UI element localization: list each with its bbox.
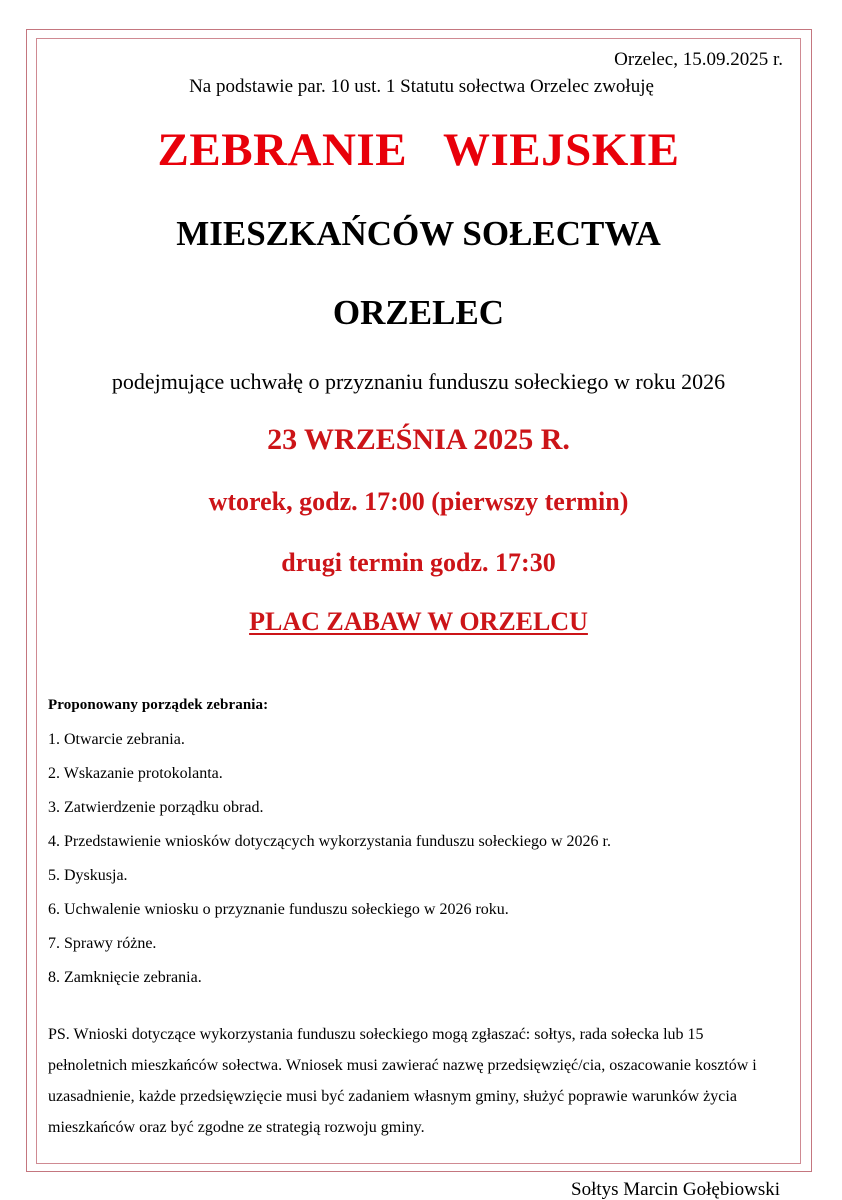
list-item: 6. Uchwalenie wniosku o przyznanie funduszu sołeckiego w 2026 roku. bbox=[48, 900, 509, 918]
list-item: 3. Zatwierdzenie porządku obrad. bbox=[48, 798, 264, 816]
postscript-note: PS. Wnioski dotyczące wykorzystania funduszu sołeckiego mogą zgłaszać: sołtys, rada sołecka lub 15 pełnoletnich mieszkańców sołectwa. Wniosek musi zawierać nazwę przedsięwzięć/cia, oszacowanie kosztów i uzasadnienie, każde przedsięwzięcie musi być zadaniem własnym gminy, służyć poprawie warunków życia mieszkańców oraz być zgodne ze strategią rozwoju gminy. bbox=[48, 1025, 757, 1136]
list-item: 2. Wskazanie protokolanta. bbox=[48, 764, 223, 782]
list-item: 7. Sprawy różne. bbox=[48, 934, 157, 952]
document-content bbox=[40, 42, 797, 1200]
meeting-date: 23 WRZEŚNIA 2025 R. bbox=[267, 422, 570, 456]
meeting-purpose: podejmujące uchwałę o przyznaniu funduszu sołeckiego w roku 2026 bbox=[111, 368, 726, 394]
meeting-location bbox=[44, 605, 793, 639]
agenda-heading: Proponowany porządek zebrania: bbox=[48, 696, 269, 713]
agenda-section bbox=[44, 695, 793, 988]
list-item: 5. Dyskusja. bbox=[48, 866, 128, 884]
place-and-date: Orzelec, 15.09.2025 r. bbox=[614, 49, 783, 70]
page-title: ZEBRANIE WIEJSKIE bbox=[157, 124, 680, 176]
legal-basis-text: Na podstawie par. 10 ust. 1 Statutu sołectwa Orzelec zwołuję bbox=[189, 76, 654, 97]
meeting-location-label: PLAC ZABAW W ORZELCU bbox=[249, 606, 588, 636]
list-item: 4. Przedstawienie wniosków dotyczących wykorzystania funduszu sołeckiego w 2026 r. bbox=[48, 832, 611, 850]
first-term-time: wtorek, godz. 17:00 (pierwszy termin) bbox=[208, 486, 629, 516]
second-term-time: drugi termin godz. 17:30 bbox=[281, 547, 556, 577]
subtitle-line-1: MIESZKAŃCÓW SOŁECTWA bbox=[176, 214, 661, 254]
list-item: 8. Zamknięcie zebrania. bbox=[48, 968, 202, 986]
subtitle-line-2: ORZELEC bbox=[332, 292, 505, 332]
signature-line: Sołtys Marcin Gołębiowski bbox=[571, 1178, 780, 1200]
list-item: 1. Otwarcie zebrania. bbox=[48, 730, 185, 748]
